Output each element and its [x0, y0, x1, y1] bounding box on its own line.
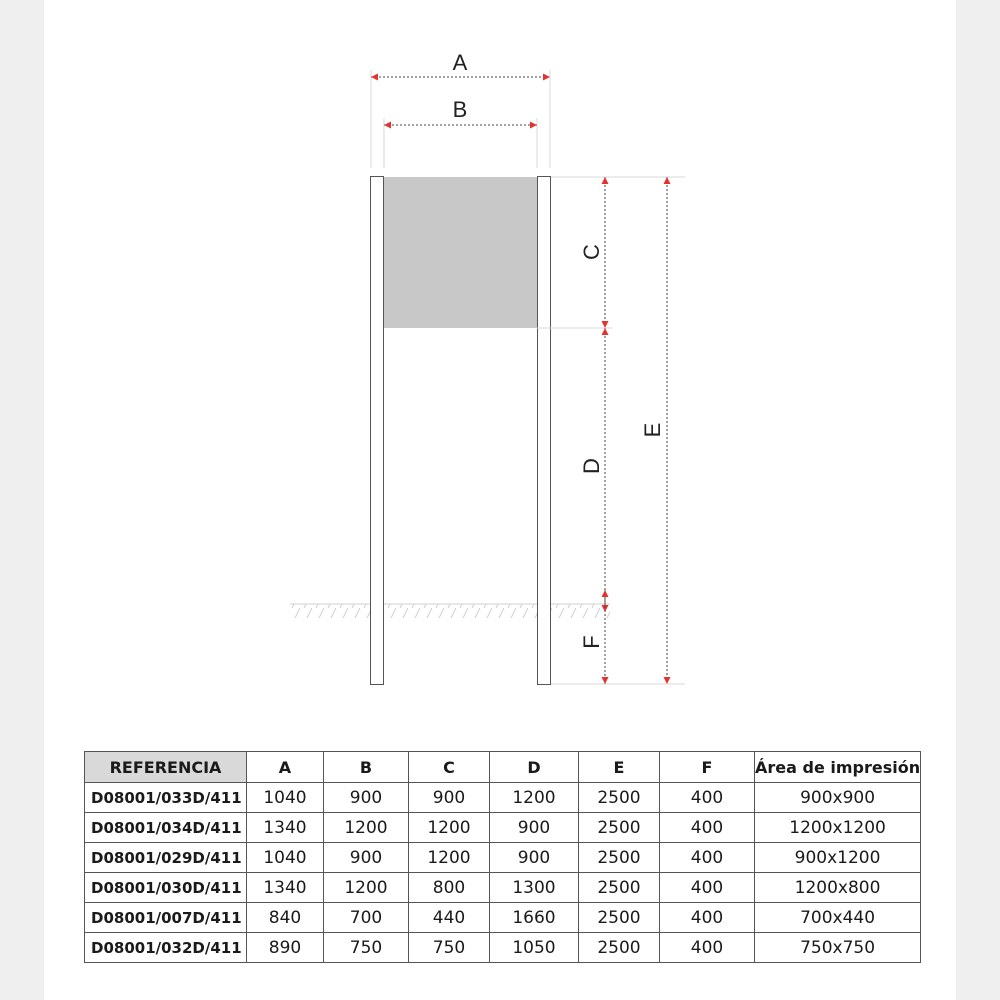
label-a: A	[452, 50, 468, 75]
cell-a: 1340	[247, 813, 324, 843]
cell-f: 400	[660, 933, 755, 963]
header-a: A	[247, 752, 324, 783]
cell-c: 1200	[409, 813, 490, 843]
cell-e: 2500	[579, 783, 660, 813]
cell-f: 400	[660, 783, 755, 813]
cell-d: 900	[490, 843, 579, 873]
right-post	[538, 177, 551, 685]
cell-a: 840	[247, 903, 324, 933]
header-d: D	[490, 752, 579, 783]
header-area: Área de impresión	[755, 752, 921, 783]
header-b: B	[324, 752, 409, 783]
label-c: C	[579, 244, 604, 260]
dimensions-table	[84, 751, 921, 963]
table-header-row	[85, 752, 921, 783]
cell-b: 750	[324, 933, 409, 963]
cell-d: 900	[490, 813, 579, 843]
cell-a: 1040	[247, 843, 324, 873]
header-c: C	[409, 752, 490, 783]
cell-a: 1340	[247, 873, 324, 903]
cell-e: 2500	[579, 843, 660, 873]
cell-c: 900	[409, 783, 490, 813]
dimension-lines	[371, 77, 667, 684]
cell-referencia: D08001/007D/411	[85, 903, 247, 933]
label-d: D	[579, 458, 604, 474]
extension-lines	[371, 70, 685, 684]
cell-f: 400	[660, 903, 755, 933]
cell-referencia: D08001/033D/411	[85, 783, 247, 813]
cell-area: 1200x1200	[755, 813, 921, 843]
cell-area: 750x750	[755, 933, 921, 963]
cell-c: 1200	[409, 843, 490, 873]
table-row	[85, 813, 921, 843]
cell-e: 2500	[579, 933, 660, 963]
table-row	[85, 843, 921, 873]
header-e: E	[579, 752, 660, 783]
cell-f: 400	[660, 813, 755, 843]
cell-c: 750	[409, 933, 490, 963]
left-post	[371, 177, 384, 685]
cell-area: 700x440	[755, 903, 921, 933]
cell-f: 400	[660, 873, 755, 903]
cell-b: 1200	[324, 813, 409, 843]
ground-hatch	[290, 604, 610, 618]
table-row	[85, 933, 921, 963]
cell-d: 1660	[490, 903, 579, 933]
header-referencia: REFERENCIA	[85, 752, 247, 783]
cell-d: 1200	[490, 783, 579, 813]
cell-c: 800	[409, 873, 490, 903]
cell-a: 890	[247, 933, 324, 963]
table-row	[85, 783, 921, 813]
cell-referencia: D08001/032D/411	[85, 933, 247, 963]
cell-f: 400	[660, 843, 755, 873]
header-f: F	[660, 752, 755, 783]
cell-d: 1050	[490, 933, 579, 963]
cell-a: 1040	[247, 783, 324, 813]
cell-area: 900x1200	[755, 843, 921, 873]
label-e: E	[640, 422, 665, 438]
table-row	[85, 873, 921, 903]
cell-b: 900	[324, 843, 409, 873]
cell-b: 900	[324, 783, 409, 813]
cell-referencia: D08001/030D/411	[85, 873, 247, 903]
cell-area: 900x900	[755, 783, 921, 813]
cell-b: 700	[324, 903, 409, 933]
cell-e: 2500	[579, 813, 660, 843]
table-row	[85, 903, 921, 933]
label-b: B	[452, 97, 468, 122]
cell-e: 2500	[579, 873, 660, 903]
cell-c: 440	[409, 903, 490, 933]
cell-e: 2500	[579, 903, 660, 933]
cell-d: 1300	[490, 873, 579, 903]
cell-area: 1200x800	[755, 873, 921, 903]
print-panel	[384, 177, 537, 328]
cell-referencia: D08001/029D/411	[85, 843, 247, 873]
cell-referencia: D08001/034D/411	[85, 813, 247, 843]
label-f: F	[579, 635, 604, 649]
cell-b: 1200	[324, 873, 409, 903]
